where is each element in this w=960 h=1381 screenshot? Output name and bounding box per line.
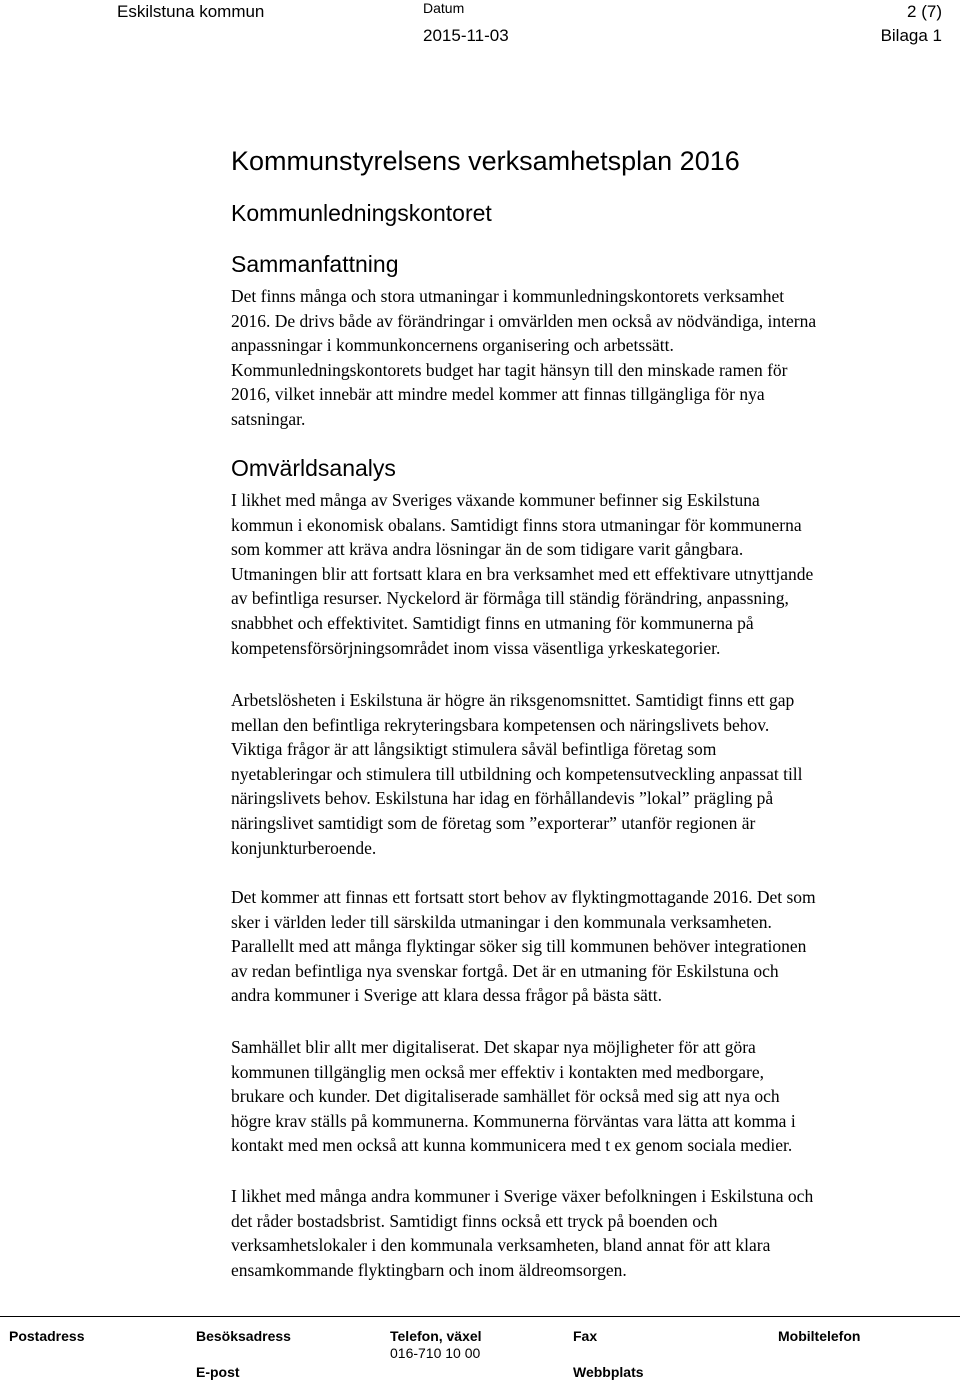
section-heading-environment-analysis: Omvärldsanalys [231,455,396,481]
summary-paragraph: Det finns många och stora utmaningar i kommunledningskontorets verksamhet 2016. De drivs både av förändringar i omvärlden men också av nödvändiga, interna anpassningar i kommunkoncernens organisering och arbetssätt. Kommunledningskontorets budget har tagit hänsyn till den minskade ramen för 2016, vilket innebär att mindre medel kommer att finnas tillgängliga för nya satsningar. [231,286,817,429]
footer-email-label: E-post [196,1364,240,1380]
footer-divider [0,1316,960,1317]
footer-mobile-label: Mobiltelefon [778,1328,861,1344]
document-title: Kommunstyrelsens verksamhetsplan 2016 [231,146,740,176]
footer-postal-address-label: Postadress [9,1328,85,1344]
attachment-label: Bilaga 1 [880,26,942,45]
footer-phone-label: Telefon, växel [390,1328,482,1344]
paragraph-refugees: Det kommer att finnas ett fortsatt stort behov av flyktingmottagande 2016. Det som sker i världen leder till särskilda utmaningar i den kommunala verksamheten. Parallellt med att många flyktingar söker sig till kommunen behöver integrationen av redan befintliga nya svenskar fortgå. Det är en utmaning för Eskilstuna och andra kommuner i Sverige att klara dessa frågor på bästa sätt. [231,887,816,1006]
paragraph-unemployment: Arbetslösheten i Eskilstuna är högre än riksgenomsnittet. Samtidigt finns ett gap mellan den befintliga rekryteringsbara kompetensen och näringslivets behov. Viktiga frågor är att långsiktigt stimulera såväl befintliga företag som nyetableringar och stimulera till utbildning och kompetensutveckling anpassat till näringslivets behov. Eskilstuna har idag en förhållandevis ”lokal” prägling på näringslivet samtidigt som de företag som ”exporterar” utanför regionen är konjunkturberoende. [231,690,803,858]
document-date: 2015-11-03 [423,26,509,45]
organization-name: Eskilstuna kommun [117,2,265,21]
page-number: 2 (7) [907,2,942,21]
footer-visiting-address-label: Besöksadress [196,1328,291,1344]
footer-phone-number: 016-710 10 00 [390,1345,481,1361]
footer-website-label: Webbplats [573,1364,644,1380]
date-label: Datum [423,0,465,16]
document-subtitle: Kommunledningskontoret [231,200,492,226]
section-heading-summary: Sammanfattning [231,251,399,277]
paragraph-population: I likhet med många andra kommuner i Sverige växer befolkningen i Eskilstuna och det råder bostadsbrist. Samtidigt finns också ett tryck på boenden och verksamhetslokaler i den kommunala verksamheten, bland annat för att klara ensamkommande flyktingbarn och inom äldreomsorgen. [231,1186,814,1280]
paragraph-digitalization: Samhället blir allt mer digitaliserat. Det skapar nya möjligheter för att göra kommunen tillgänglig men också mer effektiv i kontakten med medborgare, brukare och kunder. Det digitaliserade samhället för också med sig att nya och högre krav ställs på kommunerna. Kommunerna förväntas vara lätta att komma i kontakt med men också att kunna kommunicera med t ex genom sociala medier. [231,1037,796,1156]
footer-fax-label: Fax [573,1328,598,1344]
paragraph-economy: I likhet med många av Sveriges växande kommuner befinner sig Eskilstuna kommun i ekonomisk obalans. Samtidigt finns stora utmaningar för kommunerna som kommer att kräva andra lösningar än de som tidigare varit gångbara. Utmaningen blir att fortsatt klara en bra verksamhet med ett effektivare utnyttjande av befintliga resurser. Nyckelord är förmåga till ständig förändring, anpassning, snabbhet och effektivitet. Samtidigt finns en utmaning för kommunerna på kompetensförsörjningsområdet inom vissa väsentliga yrkeskategorier. [231,490,814,658]
